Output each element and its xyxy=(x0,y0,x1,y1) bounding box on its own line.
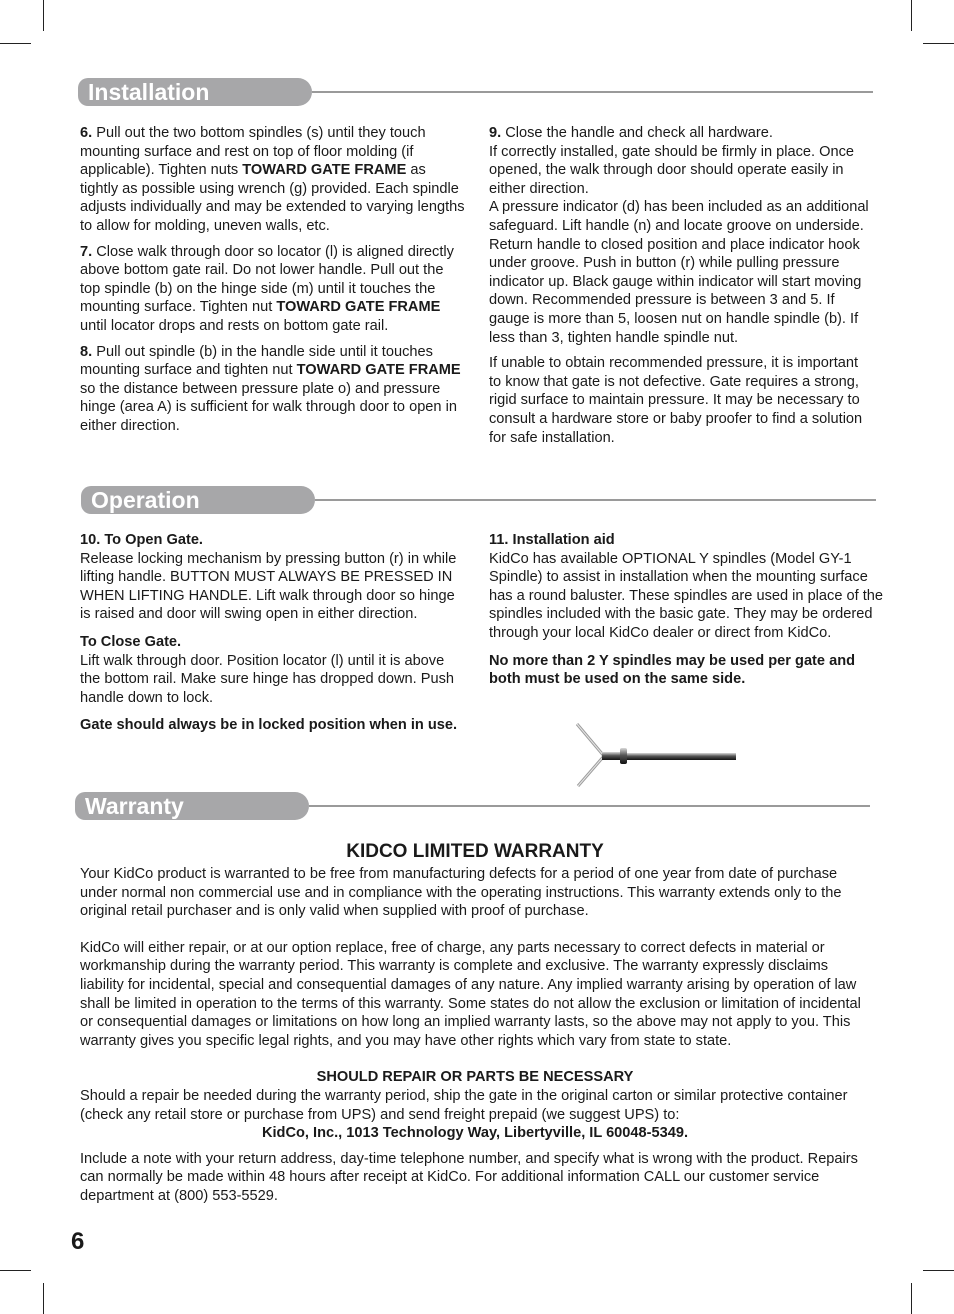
crop-mark xyxy=(43,1283,44,1314)
kidco-address: KidCo, Inc., 1013 Technology Way, Libertyville, IL 60048-5349. xyxy=(261,1125,689,1142)
crop-mark xyxy=(923,1270,954,1271)
step-9-installed-text: If correctly installed, gate should be firmly in place. Once opened, the walk through door should operate easily in either direction. xyxy=(489,143,855,197)
section-rule xyxy=(309,805,870,807)
installation-section-title: Installation xyxy=(78,78,312,106)
step-9-pressure-note: If unable to obtain recommended pressure, it is important to know that gate is not defective. Gate requires a strong, rigid surface to maintain pressure. It may be necessary to consult a hardware store or baby proofer to find a solution for safe installation. xyxy=(489,355,863,446)
y-spindle-note: No more than 2 Y spindles may be used per gate and both must be used on the same side. xyxy=(489,652,856,688)
installation-section-header xyxy=(78,78,873,108)
close-gate-text: Lift walk through door. Position locator (l) until it is above the bottom rail. Make sure hinge has dropped down. Push handle down to lock. xyxy=(80,652,454,706)
operation-right-column xyxy=(489,531,884,696)
warranty-paragraph-4: Include a note with your return address, day-time telephone number, and specify what is wrong with the product. Repairs can normally be made within 48 hours after receipt at KidCo. For additional information CALL our customer service department at (800) 553-5529. xyxy=(80,1150,858,1204)
warranty-section-title: Warranty xyxy=(75,792,309,820)
open-gate-title: 10. To Open Gate. xyxy=(80,532,203,548)
crop-mark xyxy=(911,1283,912,1314)
operation-section-header xyxy=(81,486,876,516)
operation-left-column xyxy=(80,531,465,742)
step-7: 7. Close walk through door so locator (l) is aligned directly above bottom gate rail. Do not lower handle. Pull out the top spindle (b) on the hinge side (m) until it touches the mounting surface. Tighten nut TOWARD GATE FRAME until locator drops and rests on bottom gate rail. xyxy=(80,243,454,334)
crop-mark xyxy=(43,0,44,31)
open-gate-text: Release locking mechanism by pressing button (r) in while lifting handle. BUTTON MUST ALWAYS BE PRESSED IN WHEN LIFTING HANDLE. Lift walk through door so hinge is raised and door will swing open in either direction. xyxy=(80,550,457,623)
installation-aid-title: 11. Installation aid xyxy=(489,532,615,548)
warranty-heading: KIDCO LIMITED WARRANTY xyxy=(346,841,604,862)
section-rule xyxy=(315,499,876,501)
crop-mark xyxy=(0,43,31,44)
step-9-pressure-indicator-text: A pressure indicator (d) has been included as an additional safeguard. Lift handle (n) and locate groove on underside. Return handle to closed position and place indicator hook under groove. Push in button (r) while pulling pressure indicator up. Black gauge within indicator will start moving down. Recommended pressure is between 3 and 5. If gauge is more than 5, loosen nut on handle spindle (b). If less than 3, tighten handle spindle nut. xyxy=(489,199,869,346)
warranty-section-header xyxy=(75,792,870,822)
warranty-paragraph-3: Should a repair be needed during the warranty period, ship the gate in the original carton or similar protective container (check any retail store or purchase from UPS) and send freight prepaid (we suggest UPS) to: xyxy=(80,1087,848,1123)
step-8: 8. Pull out spindle (b) in the handle side until it touches mounting surface and tighten nut TOWARD GATE FRAME so the distance between pressure plate o) and pressure hinge (area A) is sufficient for walk through door to open in either direction. xyxy=(80,343,461,434)
warranty-paragraph-1: Your KidCo product is warranted to be free from manufacturing defects for a period of one year from date of purchase under normal non commercial use and in compliance with the operating instructions. This warranty extends only to the original retail purchaser and is only valid when supplied with proof of purchase. xyxy=(80,866,842,920)
y-spindle-illustration xyxy=(570,720,740,790)
warranty-body xyxy=(80,841,870,1206)
crop-mark xyxy=(0,1270,31,1271)
step-9: 9. Close the handle and check all hardware. xyxy=(489,125,773,141)
locked-position-note: Gate should always be in locked position when in use. xyxy=(80,717,458,734)
section-rule xyxy=(312,91,873,93)
installation-left-column xyxy=(80,124,465,443)
page-number: 6 xyxy=(71,1228,85,1255)
warranty-paragraph-2: KidCo will either repair, or at our option replace, free of charge, any parts necessary to correct defects in material or workmanship during the warranty period. This warranty is complete and exclusive. The warranty expressly disclaims liability for incidental, special and consequential damages of any nature. Any implied warranty arising by operation of law shall be limited in operation to the terms of this warranty. Some states do not allow the exclusion or limitation of incidental or consequential damages or limitations on how long an implied warranty lasts, so the above may not apply to you. This warranty gives you specific legal rights, and you may have other rights which vary from state to state. xyxy=(80,939,861,1049)
crop-mark xyxy=(911,0,912,31)
repair-heading: SHOULD REPAIR OR PARTS BE NECESSARY xyxy=(316,1069,634,1086)
close-gate-title: To Close Gate. xyxy=(80,633,182,650)
operation-section-title: Operation xyxy=(81,486,315,514)
crop-mark xyxy=(923,43,954,44)
step-6: 6. Pull out the two bottom spindles (s) until they touch mounting surface and rest on top of floor molding (if applicable). Tighten nuts TOWARD GATE FRAME as tightly as possible using wrench (g) provided. Each spindle adjusts individually and may be extended to varying lengths to allow for molding, uneven walls, etc. xyxy=(80,125,465,234)
installation-aid-text: KidCo has available OPTIONAL Y spindles (Model GY-1 Spindle) to assist in installation when the mounting surface has a round baluster. These spindles are used in place of the spindles included with the basic gate. They may be ordered through your local KidCo dealer or direct from KidCo. xyxy=(489,550,884,641)
installation-right-column xyxy=(489,124,874,454)
